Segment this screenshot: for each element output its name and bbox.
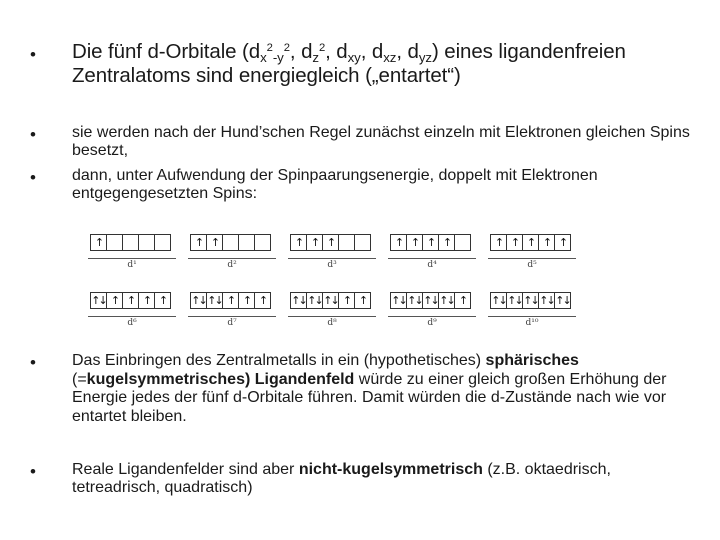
orbital-box: ↑ (438, 234, 455, 251)
p1-text-mid1: , d (289, 40, 313, 63)
p1-sup-2a: 2 (266, 42, 273, 54)
orbital-box (138, 234, 155, 251)
p4-bold-spherical: sphärisches (485, 352, 579, 369)
p5-text-post: (z.B. oktaedrisch, tetreadrisch, quadratisch) (72, 461, 611, 496)
orbital-box (454, 234, 471, 251)
orbital-box: ↑ (406, 234, 423, 251)
orbital-boxes (90, 234, 170, 251)
orbital-box: ↑ (122, 292, 139, 309)
bullet-marker: • (30, 462, 36, 481)
orbital-box: ↑ (554, 234, 571, 251)
orbital-box: ↑↓ (323, 294, 338, 307)
p4-text-post: würde zu einer gleich großen Erhöhung der Energie jedes der fünf d-Orbitale führen. Damit würden die d-Zustände nach wie vor entartet bleiben. (72, 370, 667, 425)
bullet-marker: • (30, 45, 36, 64)
orbital-box: ↑↓ (191, 294, 206, 307)
bullet-marker: • (30, 125, 36, 144)
orbital-box: ↑ (154, 292, 171, 309)
orbital-boxes (190, 292, 270, 309)
p4-text-paren: (= (72, 370, 87, 388)
config-cell (288, 288, 376, 334)
orbital-box: ↑ (338, 292, 355, 309)
p1-sub-yz: yz (418, 50, 432, 65)
config-label: d¹⁰ (525, 318, 539, 328)
config-cell (188, 288, 276, 334)
p1-text-pre: Die fünf d-Orbitale (d (72, 40, 261, 63)
paragraph-d-orbitals (72, 40, 692, 88)
orbital-box: ↑ (138, 292, 155, 309)
p4-bold-ligand-field: kugelsymmetrisches) Ligandenfeld (86, 370, 355, 388)
orbital-box (354, 234, 371, 251)
orbital-box: ↑↓ (407, 294, 422, 307)
orbital-box: ↑ (290, 234, 307, 251)
orbital-boxes (490, 292, 570, 309)
orbital-box: ↑ (454, 292, 471, 309)
bullet-marker: • (30, 353, 36, 372)
orbital-box: ↑↓ (91, 294, 106, 307)
orbital-boxes (390, 234, 470, 251)
config-cell (388, 230, 476, 276)
orbital-box: ↑↓ (555, 294, 570, 307)
paragraph-hund-rule: sie werden nach der Hund’schen Regel zunächst einzeln mit Elektronen gleichen Spins besetzt, (72, 124, 690, 159)
electron-configuration-figure (88, 230, 576, 336)
paragraph-real-fields (72, 461, 682, 497)
orbital-box: ↑↓ (523, 294, 538, 307)
orbital-box (238, 234, 255, 251)
orbital-box: ↑↓ (539, 294, 554, 307)
orbital-box: ↑↓ (507, 294, 522, 307)
config-label: d⁵ (527, 260, 537, 270)
orbital-box: ↑ (190, 234, 207, 251)
p4-text-pre: Das Einbringen des Zentralmetalls in ein (hypothetisches) (72, 352, 486, 369)
config-label: d⁸ (327, 318, 337, 328)
orbital-box (106, 234, 123, 251)
orbital-boxes (290, 292, 370, 309)
p1-sup-2c: 2 (318, 42, 326, 54)
p1-text-mid2: , d (325, 40, 348, 63)
bullet-marker: • (30, 168, 36, 187)
config-cell (488, 230, 576, 276)
orbital-boxes (190, 234, 270, 251)
orbital-box: ↑ (538, 234, 555, 251)
orbital-box (154, 234, 171, 251)
orbital-box: ↑ (390, 234, 407, 251)
config-cell (88, 288, 176, 334)
orbital-boxes (390, 292, 470, 309)
orbital-box: ↑ (222, 292, 239, 309)
orbital-box: ↑↓ (391, 294, 406, 307)
config-cell (188, 230, 276, 276)
orbital-box (122, 234, 139, 251)
config-label: d² (227, 260, 237, 270)
paragraph-spherical-field (72, 352, 672, 426)
orbital-box: ↑ (522, 234, 539, 251)
orbital-box: ↑ (306, 234, 323, 251)
config-label: d⁹ (427, 318, 437, 328)
config-label: d⁴ (427, 260, 437, 270)
p1-text-mid4: , d (396, 40, 419, 63)
p1-text-post: ) eines ligandenfreien Zentralatoms sind energiegleich („entartet“) (72, 40, 626, 87)
p1-sub-z: z (312, 50, 319, 65)
orbital-box: ↑ (206, 234, 223, 251)
orbital-box: ↑↓ (491, 294, 506, 307)
orbital-box: ↑ (322, 234, 339, 251)
orbital-box (254, 234, 271, 251)
orbital-box: ↑ (490, 234, 507, 251)
p1-sub-xy: xy (347, 50, 361, 65)
orbital-box: ↑ (422, 234, 439, 251)
config-label: d⁷ (227, 318, 237, 328)
p5-bold-non-spherical: nicht-kugelsymmetrisch (298, 461, 483, 478)
config-cell (488, 288, 576, 334)
orbital-box: ↑↓ (291, 294, 306, 307)
p1-sub-x: x (260, 50, 267, 65)
p1-sup-2b: 2 (283, 42, 290, 54)
orbital-boxes (490, 234, 570, 251)
orbital-box: ↑↓ (207, 294, 222, 307)
orbital-box (222, 234, 239, 251)
orbital-box: ↑↓ (423, 294, 438, 307)
orbital-boxes (290, 234, 370, 251)
orbital-box: ↑ (90, 234, 107, 251)
config-cell (388, 288, 476, 334)
p1-sub-y: -y (272, 50, 284, 65)
paragraph-spin-pairing: dann, unter Aufwendung der Spinpaarungsenergie, doppelt mit Elektronen entgegengesetzten Spins: (72, 167, 598, 202)
orbital-box: ↑↓ (439, 294, 454, 307)
orbital-box: ↑ (106, 292, 123, 309)
orbital-box: ↑ (238, 292, 255, 309)
config-cell (288, 230, 376, 276)
orbital-box: ↑ (254, 292, 271, 309)
config-label: d⁶ (127, 318, 137, 328)
config-cell (88, 230, 176, 276)
p5-text-pre: Reale Ligandenfelder sind aber (72, 461, 299, 478)
orbital-boxes (90, 292, 170, 309)
p1-sub-xz: xz (383, 50, 397, 65)
orbital-box: ↑↓ (307, 294, 322, 307)
config-label: d¹ (127, 260, 137, 270)
config-label: d³ (327, 260, 337, 270)
p1-text-mid3: , d (360, 40, 384, 63)
orbital-box (338, 234, 355, 251)
orbital-box: ↑ (354, 292, 371, 309)
orbital-box: ↑ (506, 234, 523, 251)
